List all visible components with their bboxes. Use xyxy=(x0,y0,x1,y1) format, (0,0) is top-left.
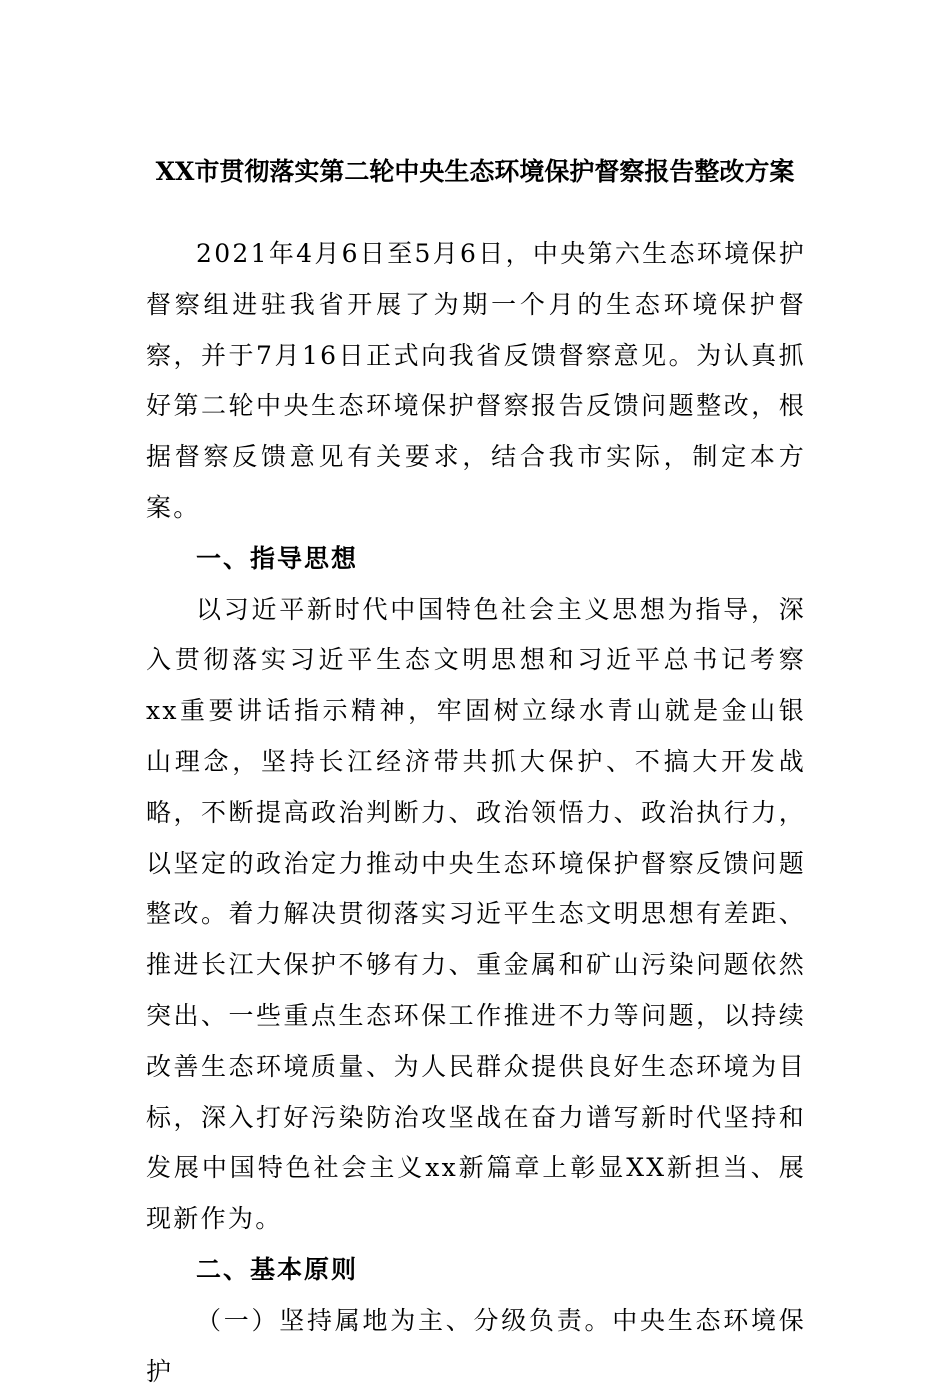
document-body xyxy=(146,229,806,1397)
document-title: XX市贯彻落实第二轮中央生态环境保护督察报告整改方案 xyxy=(155,157,795,186)
intro-paragraph: 2021年4月6日至5月6日，中央第六生态环境保护督察组进驻我省开展了为期一个月的生态环境保护督察，并于7月16日正式向我省反馈督察意见。为认真抓好第二轮中央生态环境保护督察报告反馈问题整改，根据督察反馈意见有关要求，结合我市实际，制定本方案。 xyxy=(146,239,806,522)
guiding-ideology-paragraph: 以习近平新时代中国特色社会主义思想为指导，深入贯彻落实习近平生态文明思想和习近平总书记考察xx重要讲话指示精神，牢固树立绿水青山就是金山银山理念，坚持长江经济带共抓大保护、不搞大开发战略，不断提高政治判断力、政治领悟力、政治执行力，以坚定的政治定力推动中央生态环境保护督察反馈问题整改。着力解决贯彻落实习近平生态文明思想有差距、推进长江大保护不够有力、重金属和矿山污染问题依然突出、一些重点生态环保工作推进不力等问题，以持续改善生态环境质量、为人民群众提供良好生态环境为目标，深入打好污染防治攻坚战在奋力谱写新时代坚持和发展中国特色社会主义xx新篇章上彰显XX新担当、展现新作为。 xyxy=(146,594,806,1234)
section-heading-guiding-ideology: 一、指导思想 xyxy=(196,543,359,573)
basic-principles-item-1: （一）坚持属地为主、分级负责。中央生态环境保护 xyxy=(146,1305,806,1386)
section-heading-basic-principles: 二、基本原则 xyxy=(196,1254,359,1284)
